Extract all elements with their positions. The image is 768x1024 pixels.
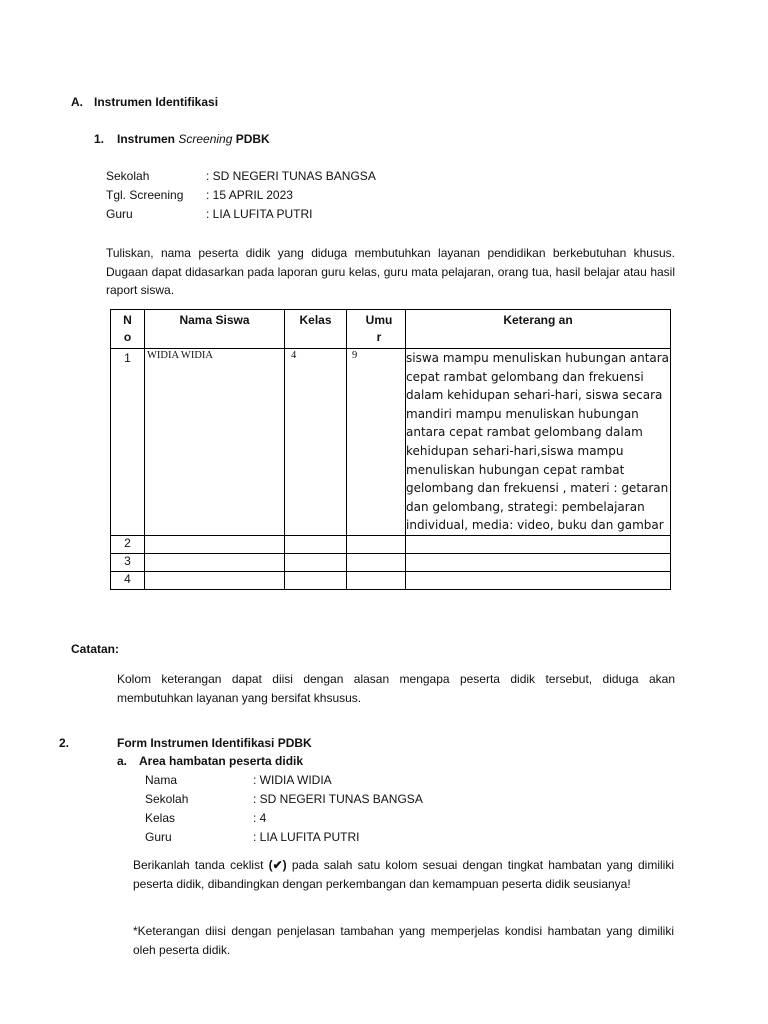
meta-label: Kelas <box>145 811 176 825</box>
section-a-letter: A. <box>71 95 83 109</box>
meta-label: Tgl. Screening <box>106 188 184 202</box>
sub-a-title: Area hambatan peserta didik <box>139 754 304 768</box>
meta-label: Sekolah <box>106 169 150 183</box>
header-kelas: Kelas <box>285 310 347 349</box>
meta-label: Sekolah <box>145 792 189 806</box>
instructions-paragraph: Tuliskan, nama peserta didik yang diduga membutuhkan layanan pendidikan berkebutuhan khusus. Dugaan dapat didasarkan pada laporan guru kelas, guru mata pelajaran, orang tua, hasil belajar atau hasil raport siswa. <box>106 246 675 297</box>
header-nama: Nama Siswa <box>145 310 285 349</box>
cell-no: 4 <box>111 571 145 589</box>
catatan-text: Kolom keterangan dapat diisi dengan alasan mengapa peserta didik tersebut, diduga akan membutuhkan layanan yang bersifat khsusus. <box>117 672 675 705</box>
cell-kelas <box>285 553 347 571</box>
cell-kelas <box>285 571 347 589</box>
checkmark-icon: (✔) <box>268 858 287 872</box>
item2-number: 2. <box>59 736 70 750</box>
table-header-row <box>111 310 671 349</box>
item2-title: Form Instrumen Identifikasi PDBK <box>117 736 312 750</box>
cell-no: 1 <box>111 349 145 536</box>
cell-umur <box>347 553 406 571</box>
catatan-label: Catatan: <box>71 642 120 656</box>
keterangan-note: *Keterangan diisi dengan penjelasan tambahan yang memperjelas kondisi hambatan yang dimiliki oleh peserta didik. <box>133 924 674 957</box>
meta-value: : LIA LUFITA PUTRI <box>206 207 313 221</box>
cell-keterangan <box>406 571 671 589</box>
meta-label: Nama <box>145 773 178 787</box>
cell-nama <box>145 535 285 553</box>
cell-keterangan <box>406 553 671 571</box>
item1-title: Instrumen Screening PDBK <box>117 132 270 146</box>
meta-value: : SD NEGERI TUNAS BANGSA <box>253 792 423 806</box>
meta-value: : SD NEGERI TUNAS BANGSA <box>206 169 376 183</box>
header-keterangan: Keterang an <box>406 310 671 349</box>
cell-nama <box>145 571 285 589</box>
table-row <box>111 349 671 536</box>
section-a-title: Instrumen Identifikasi <box>94 95 219 109</box>
cell-umur: 9 <box>347 349 406 536</box>
cell-kelas <box>285 535 347 553</box>
cell-no: 2 <box>111 535 145 553</box>
screening-table <box>110 309 671 590</box>
header-umur: Umu r <box>347 310 406 349</box>
ceklist-paragraph: Berikanlah tanda ceklist (✔) pada salah satu kolom sesuai dengan tingkat hambatan yang dimiliki peserta didik, dibandingkan dengan perkembangan dan kemampuan peserta didik seusianya! <box>133 858 674 891</box>
meta-value: : WIDIA WIDIA <box>253 773 332 787</box>
sub-a-letter: a. <box>117 754 128 768</box>
meta-label: Guru <box>145 830 172 844</box>
item1-number: 1. <box>94 132 105 146</box>
meta-value: : LIA LUFITA PUTRI <box>253 830 360 844</box>
cell-keterangan <box>406 535 671 553</box>
table-row <box>111 553 671 571</box>
cell-nama: WIDIA WIDIA <box>145 349 285 536</box>
header-no: N o <box>111 310 145 349</box>
cell-no: 3 <box>111 553 145 571</box>
cell-keterangan: siswa mampu menuliskan hubungan antara cepat rambat gelombang dan frekuensi dalam kehidupan sehari-hari, siswa secara mandiri mampu menuliskan hubungan antara cepat rambat gelombang dalam kehidupan sehari-hari,siswa mampu menuliskan hubungan cepat rambat gelombang dan frekuensi , materi : getaran dan gelombang, strategi: pembelajaran individual, media: video, buku dan gambar <box>406 349 671 536</box>
meta-value: : 4 <box>253 811 267 825</box>
cell-nama <box>145 553 285 571</box>
cell-kelas: 4 <box>285 349 347 536</box>
cell-umur <box>347 535 406 553</box>
table-row <box>111 535 671 553</box>
cell-umur <box>347 571 406 589</box>
meta-label: Guru <box>106 207 133 221</box>
meta-value: : 15 APRIL 2023 <box>206 188 293 202</box>
table-row <box>111 571 671 589</box>
